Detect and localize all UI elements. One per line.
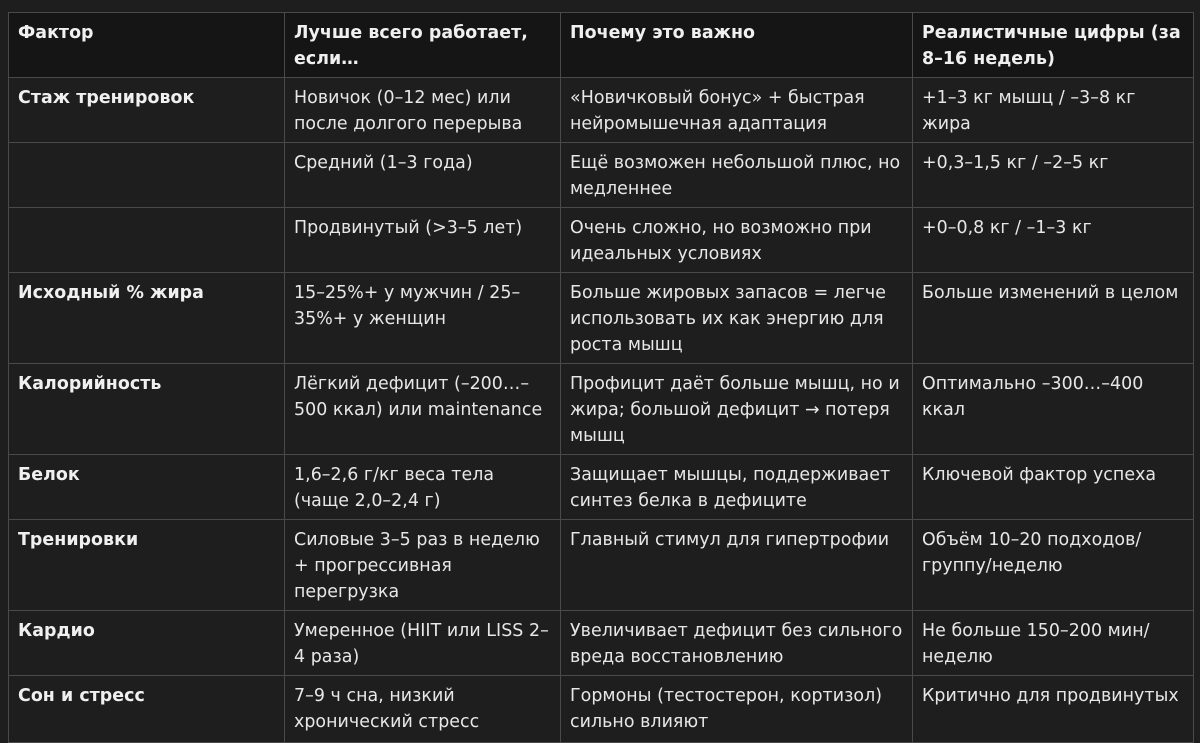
table-row [9, 455, 1194, 520]
cell-condition: Новичок (0–12 мес) или после долгого перерыва [285, 78, 561, 143]
cell-reason: Очень сложно, но возможно при идеальных условиях [561, 208, 913, 273]
cell-factor: Сон и стресс [9, 676, 285, 743]
cell-numbers: Оптимально –300…–400 ккал [913, 364, 1194, 455]
cell-reason: «Новичковый бонус» + быстрая нейромышечная адаптация [561, 78, 913, 143]
cell-condition: Силовые 3–5 раз в неделю + прогрессивная перегрузка [285, 520, 561, 611]
cell-condition: 7–9 ч сна, низкий хронический стресс [285, 676, 561, 743]
cell-factor: Белок [9, 455, 285, 520]
cell-factor [9, 208, 285, 273]
cell-reason: Профицит даёт больше мышц, но и жира; большой дефицит → потеря мышц [561, 364, 913, 455]
cell-condition: Умеренное (HIIT или LISS 2–4 раза) [285, 611, 561, 676]
table-header-row [9, 13, 1194, 78]
cell-numbers: Ключевой фактор успеха [913, 455, 1194, 520]
cell-condition: 15–25%+ у мужчин / 25–35%+ у женщин [285, 273, 561, 364]
header-realistic-numbers: Реалистичные цифры (за 8–16 недель) [913, 13, 1194, 78]
cell-factor: Кардио [9, 611, 285, 676]
table-row [9, 676, 1194, 743]
cell-factor: Тренировки [9, 520, 285, 611]
header-why-important: Почему это важно [561, 13, 913, 78]
cell-numbers: Больше изменений в целом [913, 273, 1194, 364]
cell-condition: Лёгкий дефицит (–200…–500 ккал) или maintenance [285, 364, 561, 455]
cell-numbers: Не больше 150–200 мин/неделю [913, 611, 1194, 676]
table-row [9, 520, 1194, 611]
table-row [9, 208, 1194, 273]
cell-factor: Калорийность [9, 364, 285, 455]
table-row [9, 364, 1194, 455]
cell-factor [9, 143, 285, 208]
factors-table [8, 12, 1194, 743]
table-row [9, 611, 1194, 676]
table-row [9, 273, 1194, 364]
cell-numbers: Объём 10–20 подходов/группу/неделю [913, 520, 1194, 611]
cell-reason: Больше жировых запасов = легче использовать их как энергию для роста мышц [561, 273, 913, 364]
cell-reason: Главный стимул для гипертрофии [561, 520, 913, 611]
cell-condition: Продвинутый (>3–5 лет) [285, 208, 561, 273]
cell-condition: 1,6–2,6 г/кг веса тела (чаще 2,0–2,4 г) [285, 455, 561, 520]
cell-factor: Стаж тренировок [9, 78, 285, 143]
cell-numbers: +0,3–1,5 кг / –2–5 кг [913, 143, 1194, 208]
table-row [9, 78, 1194, 143]
table-row [9, 143, 1194, 208]
cell-factor: Исходный % жира [9, 273, 285, 364]
header-factor: Фактор [9, 13, 285, 78]
cell-reason: Увеличивает дефицит без сильного вреда восстановлению [561, 611, 913, 676]
cell-reason: Защищает мышцы, поддерживает синтез белка в дефиците [561, 455, 913, 520]
cell-condition: Средний (1–3 года) [285, 143, 561, 208]
cell-reason: Ещё возможен небольшой плюс, но медленнее [561, 143, 913, 208]
cell-numbers: Критично для продвинутых [913, 676, 1194, 743]
header-works-best-if: Лучше всего работает, если… [285, 13, 561, 78]
cell-numbers: +1–3 кг мышц / –3–8 кг жира [913, 78, 1194, 143]
cell-numbers: +0–0,8 кг / –1–3 кг [913, 208, 1194, 273]
cell-reason: Гормоны (тестостерон, кортизол) сильно влияют [561, 676, 913, 743]
